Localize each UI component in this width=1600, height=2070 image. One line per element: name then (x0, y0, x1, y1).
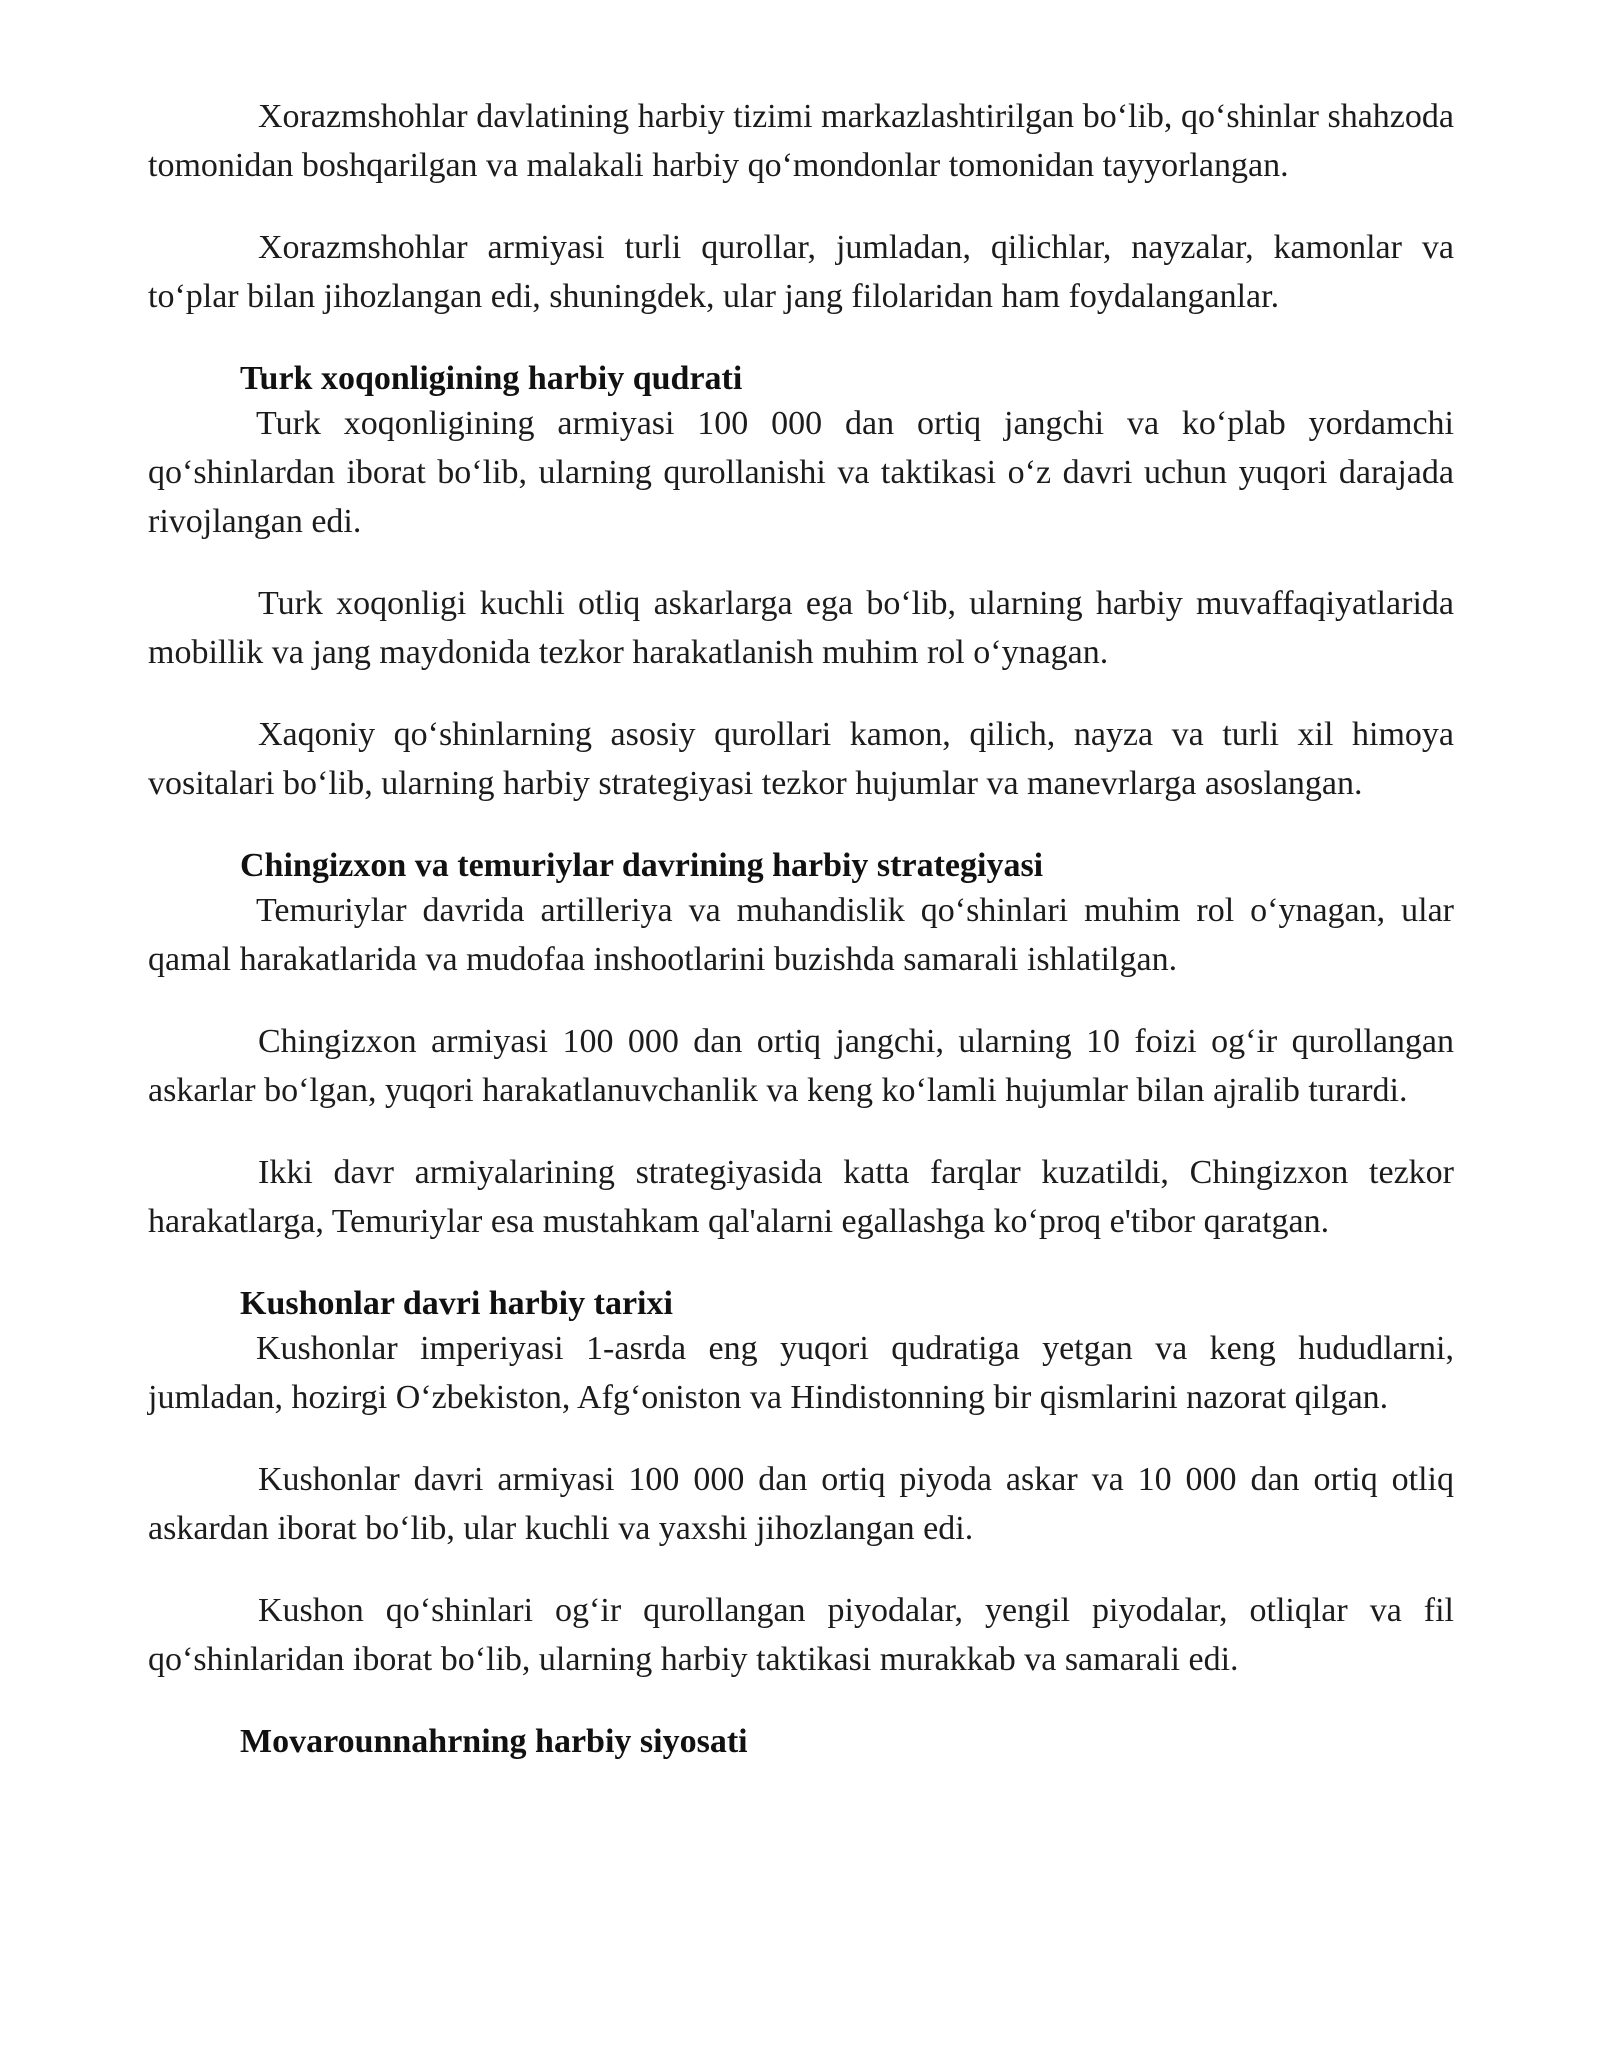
paragraph: Kushon qo‘shinlari og‘ir qurollangan piyodalar, yengil piyodalar, otliqlar va fil qo‘shinlaridan iborat bo‘lib, ularning harbiy taktikasi murakkab va samarali edi. (148, 1592, 1454, 1678)
document-body (148, 92, 1454, 1762)
paragraph: Xorazmshohlar davlatining harbiy tizimi markazlashtirilgan bo‘lib, qo‘shinlar shahzoda tomonidan boshqarilgan va malakali harbiy qo‘mondonlar tomonidan tayyorlangan. (148, 98, 1454, 184)
paragraph: Chingizxon armiyasi 100 000 dan ortiq jangchi, ularning 10 foizi og‘ir qurollangan askarlar bo‘lgan, yuqori harakatlanuvchanlik va keng ko‘lamli hujumlar bilan ajralib turardi. (148, 1023, 1454, 1109)
paragraph: Xorazmshohlar armiyasi turli qurollar, jumladan, qilichlar, nayzalar, kamonlar va to‘plar bilan jihozlangan edi, shuningdek, ular jang filolaridan ham foydalanganlar. (148, 229, 1454, 315)
paragraph: Temuriylar davrida artilleriya va muhandislik qo‘shinlari muhim rol o‘ynagan, ular qamal harakatlarida va mudofaa inshootlarini buzishda samarali ishlatilgan. (148, 892, 1454, 978)
section-heading: Turk xoqonligining harbiy qudrati (240, 360, 743, 397)
paragraph: Kushonlar imperiyasi 1-asrda eng yuqori qudratiga yetgan va keng hududlarni, jumladan, hozirgi O‘zbekiston, Afg‘oniston va Hindistonning bir qismlarini nazorat qilgan. (148, 1330, 1454, 1416)
paragraph: Kushonlar davri armiyasi 100 000 dan ortiq piyoda askar va 10 000 dan ortiq otliq askardan iborat bo‘lib, ular kuchli va yaxshi jihozlangan edi. (148, 1461, 1454, 1547)
section-heading: Movarounnahrning harbiy siyosati (240, 1723, 748, 1760)
paragraph: Xaqoniy qo‘shinlarning asosiy qurollari kamon, qilich, nayza va turli xil himoya vositalari bo‘lib, ularning harbiy strategiyasi tezkor hujumlar va manevrlarga asoslangan. (148, 716, 1454, 802)
section-heading: Chingizxon va temuriylar davrining harbiy strategiyasi (240, 847, 1044, 884)
paragraph: Turk xoqonligi kuchli otliq askarlarga ega bo‘lib, ularning harbiy muvaffaqiyatlarida mobillik va jang maydonida tezkor harakatlanish muhim rol o‘ynagan. (148, 585, 1454, 671)
paragraph: Ikki davr armiyalarining strategiyasida katta farqlar kuzatildi, Chingizxon tezkor harakatlarga, Temuriylar esa mustahkam qal'alarni egallashga ko‘proq e'tibor qaratgan. (148, 1154, 1454, 1240)
section-heading: Kushonlar davri harbiy tarixi (240, 1285, 673, 1322)
paragraph: Turk xoqonligining armiyasi 100 000 dan ortiq jangchi va ko‘plab yordamchi qo‘shinlardan iborat bo‘lib, ularning qurollanishi va taktikasi o‘z davri uchun yuqori darajada rivojlangan edi. (148, 405, 1454, 540)
